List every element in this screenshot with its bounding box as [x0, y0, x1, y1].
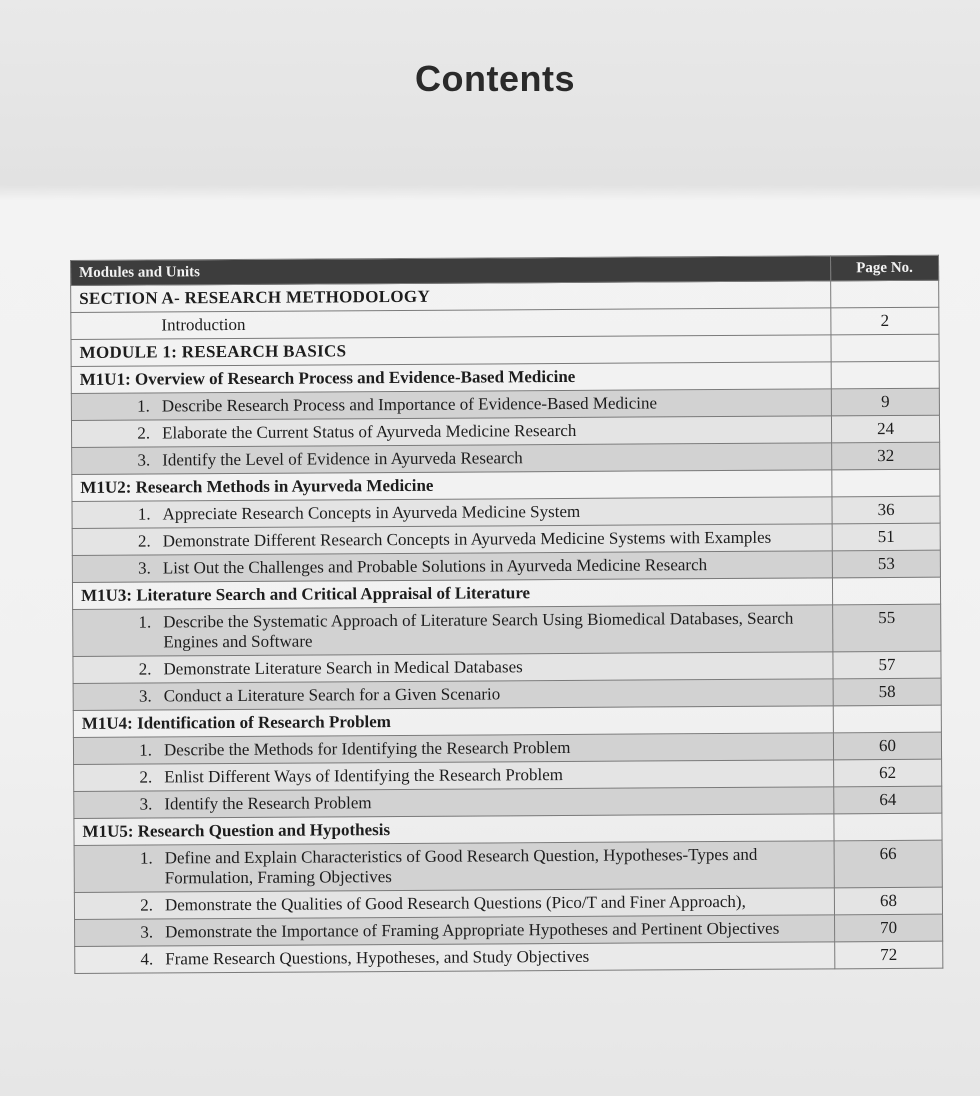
page-number: 24	[831, 415, 939, 443]
entry-number: 1.	[137, 504, 151, 524]
entry-title: List Out the Challenges and Probable Solutions in Ayurveda Medicine Research	[162, 555, 708, 578]
entry-number: 1.	[139, 848, 153, 868]
entry-title: Demonstrate the Importance of Framing Appropriate Hypotheses and Pertinent Objectives	[165, 918, 780, 942]
entry-number: 4.	[140, 949, 154, 969]
entry-number: 2.	[139, 767, 153, 787]
page-number: 2	[831, 307, 939, 335]
page-number: 64	[834, 786, 942, 814]
page-number: 55	[833, 604, 941, 652]
entry-number: 3.	[138, 686, 152, 706]
page-number	[833, 705, 941, 733]
entry-number: 2.	[137, 531, 151, 551]
entry-title: Elaborate the Current Status of Ayurveda Medicine Research	[162, 420, 577, 443]
page-number: 60	[833, 732, 941, 760]
entry-title: Demonstrate Different Research Concepts in Ayurveda Medicine Systems with Examples	[162, 527, 772, 551]
page-number: 32	[832, 442, 940, 470]
page-number: 72	[835, 941, 943, 969]
entry-title: Appreciate Research Concepts in Ayurveda Medicine System	[162, 501, 581, 524]
contents-table-body	[71, 280, 943, 973]
entry-title: Identify the Research Problem	[164, 793, 372, 814]
page-title: Contents	[415, 58, 575, 99]
entry-number: 3.	[140, 922, 154, 942]
entry-number	[79, 315, 161, 336]
page-number: 68	[834, 887, 942, 915]
page-number: 70	[835, 914, 943, 942]
entry-number: 1.	[138, 612, 152, 632]
page-number: 58	[833, 678, 941, 706]
page-number: 62	[834, 759, 942, 787]
page-number	[831, 334, 939, 362]
entry-title: Enlist Different Ways of Identifying the Research Problem	[164, 764, 564, 787]
toc-entry-row	[73, 604, 941, 656]
entry-number: 2.	[140, 895, 153, 915]
entry-number: 3.	[139, 794, 153, 814]
entry-title: Describe Research Process and Importance of Evidence-Based Medicine	[161, 393, 658, 416]
section-title: MODULE 1: RESEARCH BASICS	[79, 341, 347, 362]
entry-title: Identify the Level of Evidence in Ayurveda Research	[162, 448, 523, 470]
section-title: SECTION A- RESEARCH METHODOLOGY	[79, 286, 431, 308]
entry-title: Define and Explain Characteristics of Good Research Question, Hypotheses-Types and Formulation, Framing Objectives	[164, 844, 758, 888]
page-number: 66	[834, 840, 942, 888]
toc-entry-row	[74, 840, 942, 892]
contents-table	[70, 255, 943, 974]
entry-title-cell	[74, 841, 834, 893]
page-number	[834, 813, 942, 841]
page-number	[832, 577, 940, 605]
page-number: 9	[831, 388, 939, 416]
unit-title: M1U5: Research Question and Hypothesis	[82, 820, 391, 841]
page-number: 36	[832, 496, 940, 524]
unit-title: M1U3: Literature Search and Critical Appraisal of Literature	[80, 583, 531, 605]
page-number: 51	[832, 523, 940, 551]
entry-number: 3.	[137, 450, 151, 470]
unit-title: M1U1: Overview of Research Process and Evidence-Based Medicine	[79, 366, 576, 389]
entry-title-cell	[75, 942, 835, 974]
unit-title: M1U4: Identification of Research Problem	[81, 712, 391, 733]
page-number	[831, 361, 939, 389]
entry-number: 1.	[137, 396, 150, 416]
entry-title: Conduct a Literature Search for a Given Scenario	[163, 684, 501, 706]
entry-title: Demonstrate Literature Search in Medical Databases	[163, 657, 523, 679]
page-number: 53	[832, 550, 940, 578]
entry-title: Describe the Methods for Identifying the Research Problem	[163, 737, 571, 760]
page-number	[832, 469, 940, 497]
entry-number: 2.	[138, 659, 152, 679]
page-number	[831, 280, 939, 308]
entry-title: Describe the Systematic Approach of Literature Search Using Biomedical Databases, Search Engines and Software	[163, 608, 794, 652]
unit-title: M1U2: Research Methods in Ayurveda Medicine	[80, 475, 434, 497]
entry-number: 3.	[138, 558, 151, 578]
page-number: 57	[833, 651, 941, 679]
column-header-modules: Modules and Units	[71, 256, 831, 286]
entry-title: Demonstrate the Qualities of Good Research Questions (Pico/T and Finer Approach),	[164, 891, 746, 915]
toc-entry-row	[75, 941, 943, 973]
entry-title: Frame Research Questions, Hypotheses, and Study Objectives	[165, 946, 590, 969]
entry-title-cell	[73, 605, 833, 657]
column-header-page: Page No.	[830, 255, 938, 281]
entry-title: Introduction	[161, 314, 246, 335]
entry-number: 2.	[137, 423, 151, 443]
entry-number: 1.	[139, 740, 153, 760]
